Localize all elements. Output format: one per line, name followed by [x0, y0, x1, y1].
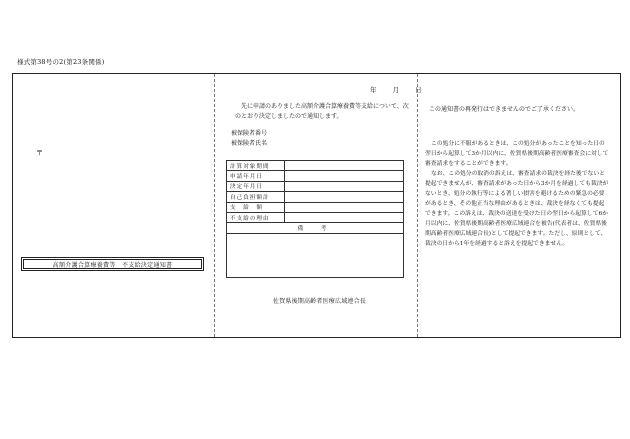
row-label-period: 計算対象期間 — [227, 161, 285, 171]
row-value — [285, 171, 404, 181]
row-label-non-payment-reason: 不支給の理由 — [227, 212, 285, 222]
document-title-box — [21, 257, 204, 271]
fold-line-left — [214, 74, 215, 337]
row-value — [285, 192, 404, 202]
document-title: 高額介護合算療養費等 不支給決定通知書 — [23, 259, 202, 269]
remarks-area — [227, 233, 404, 277]
notice-sheet — [12, 73, 621, 338]
issuer-name: 佐賀県後期高齢者医療広域連合長 — [273, 298, 367, 305]
row-value — [285, 181, 404, 191]
table-row — [227, 161, 404, 171]
insured-info — [231, 129, 267, 148]
reissue-note: この通知書の再発行はできませんのでご了承ください。 — [429, 106, 580, 113]
decision-table — [226, 160, 404, 278]
fold-line-right — [417, 74, 418, 337]
postal-mark: 〒 — [36, 149, 43, 157]
notice-date: 年 月 日 — [370, 86, 429, 94]
row-label-self-pay-total: 自己負担額計 — [227, 192, 285, 202]
appeal-paragraph-1: この処分に不服があるときは、この処分があったことを知った日の翌日から起算して3か月以内に、佐賀県後期高齢者医療審査会に対して審査請求をすることができます。 — [425, 141, 609, 167]
table-row — [227, 212, 404, 222]
insured-name-label: 被保険者氏名 — [231, 139, 268, 147]
remarks-body-row — [227, 233, 404, 277]
row-value — [285, 202, 404, 212]
appeal-instructions — [425, 139, 610, 249]
insured-number-label: 被保険者番号 — [231, 130, 268, 137]
row-label-decision-date: 決定年月日 — [227, 181, 285, 191]
table-row — [227, 181, 404, 191]
table-row — [227, 171, 404, 181]
row-label-application-date: 申請年月日 — [227, 171, 285, 181]
appeal-paragraph-2: なお、この処分の取消の訴えは、審査請求の裁決を経た後でないと提起できませんが、審査請求があった日から3か月を経過しても裁決がないとき、処分の執行等による著しい損害を避けるための緊急の必要があるとき、その他正当な理由があるときは、裁決を経なくても提起できます。この訴えは、裁決の送達を受けた日の翌日から起算して6か月以内に、佐賀県後期高齢者医療広域連合を被告(代表者は、佐賀県後期高齢者医療広域連合長)として提起できます。ただし、原則として、裁決の日から1年を経過すると訴えを提起できません。 — [425, 171, 609, 247]
remarks-label: 備 考 — [227, 223, 404, 233]
table-row — [227, 202, 404, 212]
row-value — [285, 161, 404, 171]
form-number: 様式第38号の2(第23条関係) — [17, 58, 105, 66]
row-value — [285, 212, 404, 222]
remarks-header-row — [227, 223, 404, 233]
table-row — [227, 192, 404, 202]
notice-text: 先に申請のありました高額介護合算療養費等支給について、次のとおり決定しましたので通知します。 — [235, 103, 409, 120]
row-label-payment-amount: 支 給 額 — [227, 202, 285, 212]
